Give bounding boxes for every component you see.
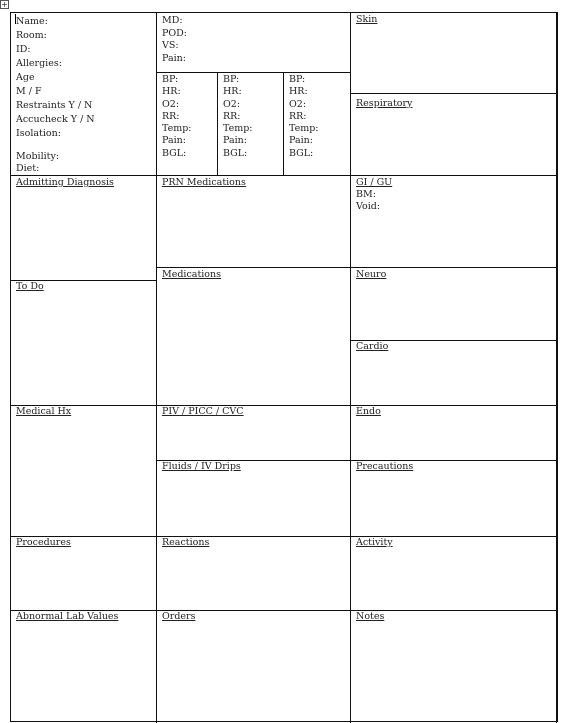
sex-field: M / F <box>16 86 42 97</box>
endo-label: Endo <box>356 406 381 417</box>
procedures-cell[interactable] <box>11 537 157 611</box>
bp-label: BP: <box>289 74 306 85</box>
admitting-diagnosis-cell[interactable] <box>11 176 157 281</box>
prn-medications-label: PRN Medications <box>162 177 246 188</box>
patient-info-cell[interactable] <box>11 13 157 176</box>
vitals-column-2[interactable] <box>218 73 284 176</box>
vitals-column-3[interactable] <box>284 73 351 176</box>
medical-hx-cell[interactable] <box>11 406 157 537</box>
neuro-cell[interactable] <box>351 268 557 341</box>
restraints-field: Restraints Y / N <box>16 100 93 111</box>
allergies-field: Allergies: <box>16 58 62 69</box>
bp-label: BP: <box>162 74 179 85</box>
vitals-column-1[interactable] <box>157 73 218 176</box>
orders-cell[interactable] <box>157 611 351 723</box>
orders-label: Orders <box>162 611 196 622</box>
neuro-label: Neuro <box>356 269 387 280</box>
vs-field: VS: <box>162 40 179 51</box>
isolation-field: Isolation: <box>16 128 61 139</box>
o2-label: O2: <box>223 98 241 110</box>
md-field: MD: <box>162 15 183 26</box>
bgl-label: BGL: <box>223 147 248 159</box>
pain-label: Pain: <box>223 135 247 147</box>
rr-label: RR: <box>162 110 180 122</box>
void-field: Void: <box>356 201 381 212</box>
piv-label: PIV / PICC / CVC <box>162 406 244 417</box>
respiratory-label: Respiratory <box>356 98 413 109</box>
to-do-cell[interactable] <box>11 281 157 406</box>
bp-label: BP: <box>223 74 240 85</box>
respiratory-cell[interactable] <box>351 94 557 176</box>
medications-cell[interactable] <box>157 268 351 406</box>
to-do-label: To Do <box>16 281 44 292</box>
room-field: Room: <box>16 30 47 41</box>
precautions-label: Precautions <box>356 461 414 472</box>
o2-label: O2: <box>162 98 180 110</box>
fluids-label: Fluids / IV Drips <box>162 461 241 472</box>
report-sheet-grid <box>10 12 558 722</box>
gi-gu-label: GI / GU <box>356 177 393 188</box>
hr-label: HR: <box>289 86 308 98</box>
bgl-label: BGL: <box>289 147 314 159</box>
reactions-label: Reactions <box>162 537 210 548</box>
skin-cell[interactable] <box>351 13 557 94</box>
text-cursor <box>15 14 16 24</box>
gi-gu-cell[interactable] <box>351 176 557 268</box>
precautions-cell[interactable] <box>351 461 557 537</box>
pod-field: POD: <box>162 27 187 39</box>
table-move-handle-icon[interactable]: + <box>1 0 8 9</box>
md-pod-cell[interactable] <box>157 13 351 73</box>
reactions-cell[interactable] <box>157 537 351 611</box>
bm-field: BM: <box>356 189 376 200</box>
age-field: Age <box>16 72 35 83</box>
bgl-label: BGL: <box>162 147 187 159</box>
accucheck-field: Accucheck Y / N <box>16 114 95 125</box>
admitting-diagnosis-label: Admitting Diagnosis <box>16 177 114 188</box>
diet-field: Diet: <box>16 163 40 174</box>
mobility-field: Mobility: <box>16 151 60 162</box>
medications-label: Medications <box>162 269 222 280</box>
hr-label: HR: <box>162 86 181 98</box>
rr-label: RR: <box>289 110 307 122</box>
o2-label: O2: <box>289 98 307 110</box>
medical-hx-label: Medical Hx <box>16 406 72 417</box>
name-field: Name: <box>16 16 48 27</box>
notes-label: Notes <box>356 611 385 622</box>
temp-label: Temp: <box>162 123 192 135</box>
id-field: ID: <box>16 44 31 55</box>
hr-label: HR: <box>223 86 242 98</box>
pain-label: Pain: <box>289 135 313 147</box>
pain-field: Pain: <box>162 52 186 64</box>
rr-label: RR: <box>223 110 241 122</box>
piv-cell[interactable] <box>157 406 351 461</box>
pain-label: Pain: <box>162 135 186 147</box>
cardio-label: Cardio <box>356 341 389 352</box>
activity-cell[interactable] <box>351 537 557 611</box>
prn-medications-cell[interactable] <box>157 176 351 268</box>
skin-label: Skin <box>356 14 378 25</box>
notes-cell[interactable] <box>351 611 557 723</box>
abnormal-labs-label: Abnormal Lab Values <box>16 611 119 622</box>
patient-info-lines <box>16 15 95 141</box>
procedures-label: Procedures <box>16 537 71 548</box>
abnormal-labs-cell[interactable] <box>11 611 157 723</box>
endo-cell[interactable] <box>351 406 557 461</box>
temp-label: Temp: <box>289 123 319 135</box>
cardio-cell[interactable] <box>351 341 557 406</box>
activity-label: Activity <box>356 537 393 548</box>
md-pod-lines <box>162 15 187 65</box>
fluids-cell[interactable] <box>157 461 351 537</box>
temp-label: Temp: <box>223 123 253 135</box>
